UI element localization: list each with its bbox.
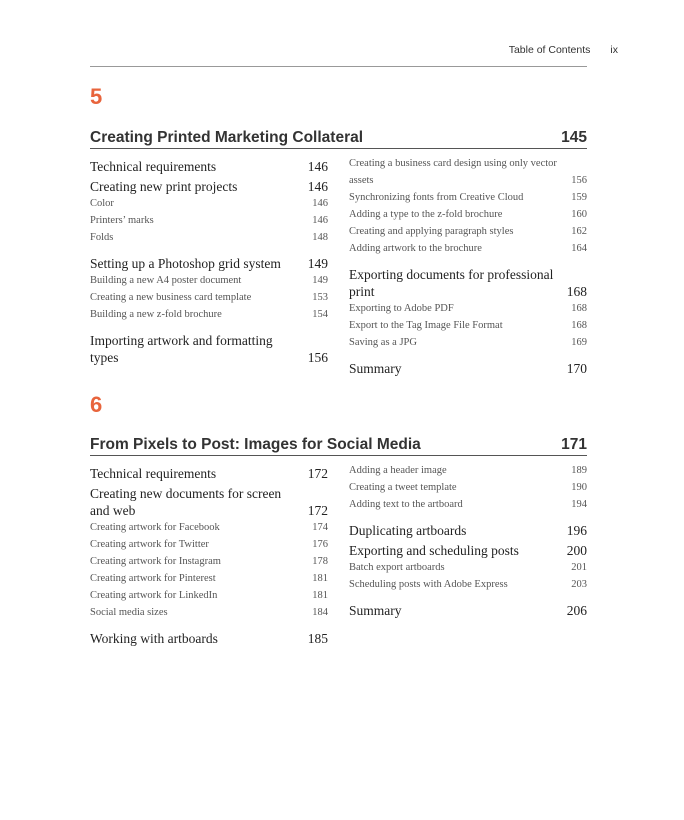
toc-entry-page: 185 (307, 631, 328, 646)
chapter-5-left-column (90, 155, 328, 366)
toc-entry-page: 184 (312, 607, 328, 618)
chapter-6-title-row[interactable] (90, 436, 587, 456)
toc-entry-page: 162 (571, 226, 587, 237)
toc-entry-page: 194 (571, 499, 587, 510)
toc-subsection-entry[interactable] (349, 223, 587, 240)
toc-entry-title: Export to the Tag Image File Format (349, 320, 503, 331)
toc-subsection-entry[interactable] (349, 189, 587, 206)
toc-entry-title: Creating artwork for LinkedIn (90, 590, 218, 601)
chapter-6-title: From Pixels to Post: Images for Social Media (90, 436, 421, 453)
toc-entry-page: 170 (566, 361, 587, 376)
toc-entry-title: Creating and applying paragraph styles (349, 226, 514, 237)
toc-subsection-entry[interactable] (349, 334, 587, 351)
toc-subsection-entry[interactable] (90, 519, 328, 536)
toc-section-entry[interactable] (349, 360, 587, 377)
toc-subsection-entry[interactable] (349, 155, 587, 189)
toc-subsection-entry[interactable] (90, 536, 328, 553)
toc-entry-title: Exporting documents for professional print (349, 267, 554, 299)
running-head-title: Table of Contents (508, 44, 591, 56)
toc-entry-page: 169 (571, 337, 587, 348)
toc-entry-title: Summary (349, 361, 402, 376)
toc-entry-title: Setting up a Photoshop grid system (90, 256, 281, 271)
toc-entry-title: Adding a type to the z-fold brochure (349, 209, 503, 220)
toc-subsection-entry[interactable] (349, 479, 587, 496)
toc-section-entry[interactable] (90, 630, 328, 647)
toc-entry-page: 146 (307, 179, 328, 194)
toc-entry-title: Summary (349, 603, 402, 618)
toc-entry-title: Exporting to Adobe PDF (349, 303, 454, 314)
chapter-6-page: 171 (561, 436, 587, 453)
toc-subsection-entry[interactable] (90, 306, 328, 323)
toc-entry-title: Adding text to the artboard (349, 499, 463, 510)
toc-entry-page: 146 (312, 198, 328, 209)
toc-entry-page: 176 (312, 539, 328, 550)
toc-section-entry[interactable] (90, 485, 328, 519)
toc-entry-title: Adding artwork to the brochure (349, 243, 482, 254)
toc-entry-page: 149 (307, 256, 328, 271)
toc-entry-title: Working with artboards (90, 631, 218, 646)
toc-subsection-entry[interactable] (349, 559, 587, 576)
toc-subsection-entry[interactable] (90, 553, 328, 570)
toc-entry-page: 168 (566, 284, 587, 299)
toc-section-entry[interactable] (349, 542, 587, 559)
toc-entry-page: 164 (571, 243, 587, 254)
chapter-6-left-column (90, 462, 328, 647)
toc-section-gap (349, 593, 587, 599)
chapter-5-title: Creating Printed Marketing Collateral (90, 129, 364, 146)
toc-section-entry[interactable] (349, 602, 587, 619)
toc-entry-title: Batch export artboards (349, 562, 445, 573)
toc-entry-title: Creating new documents for screen and web (90, 486, 282, 518)
toc-entry-title: Creating artwork for Twitter (90, 539, 209, 550)
toc-entry-title: Creating a tweet template (349, 482, 457, 493)
toc-entry-page: 153 (312, 292, 328, 303)
toc-subsection-entry[interactable] (90, 604, 328, 621)
toc-entry-page: 172 (307, 503, 328, 518)
toc-entry-title: Saving as a JPG (349, 337, 417, 348)
toc-entry-page: 168 (571, 320, 587, 331)
toc-subsection-entry[interactable] (349, 462, 587, 479)
toc-entry-page: 203 (571, 579, 587, 590)
toc-section-gap (90, 323, 328, 329)
toc-entry-page: 181 (312, 590, 328, 601)
toc-entry-page: 148 (312, 232, 328, 243)
toc-entry-title: Creating artwork for Pinterest (90, 573, 216, 584)
toc-section-gap (90, 621, 328, 627)
toc-subsection-entry[interactable] (349, 317, 587, 334)
toc-subsection-entry[interactable] (90, 229, 328, 246)
chapter-6-number: 6 (90, 392, 103, 417)
toc-entry-title: Technical requirements (90, 159, 217, 174)
toc-entry-title: Building a new z-fold brochure (90, 309, 222, 320)
toc-entry-page: 174 (312, 522, 328, 533)
toc-entry-page: 181 (312, 573, 328, 584)
toc-entry-page: 156 (307, 350, 328, 365)
toc-entry-title: Creating a business card design using only vector assets (349, 158, 557, 186)
toc-section-gap (349, 513, 587, 519)
toc-entry-page: 178 (312, 556, 328, 567)
toc-entry-page: 172 (307, 466, 328, 481)
toc-entry-title: Importing artwork and formatting types (90, 333, 273, 365)
chapter-5-number: 5 (90, 84, 103, 109)
toc-subsection-entry[interactable] (349, 240, 587, 257)
toc-section-gap (349, 351, 587, 357)
header-rule (90, 66, 587, 67)
toc-entry-title: Printers’ marks (90, 215, 154, 226)
toc-section-entry[interactable] (90, 332, 328, 366)
toc-entry-page: 149 (312, 275, 328, 286)
toc-subsection-entry[interactable] (90, 272, 328, 289)
toc-entry-title: Creating a new business card template (90, 292, 252, 303)
toc-entry-title: Creating artwork for Instagram (90, 556, 221, 567)
toc-entry-page: 189 (571, 465, 587, 476)
toc-entry-page: 190 (571, 482, 587, 493)
running-head-page-number: ix (610, 44, 618, 56)
toc-entry-page: 200 (566, 543, 587, 558)
toc-entry-title: Color (90, 198, 114, 209)
toc-entry-title: Exporting and scheduling posts (349, 543, 519, 558)
toc-section-gap (349, 257, 587, 263)
toc-entry-title: Creating artwork for Facebook (90, 522, 220, 533)
toc-subsection-entry[interactable] (349, 576, 587, 593)
toc-entry-page: 154 (312, 309, 328, 320)
chapter-5-title-row[interactable] (90, 129, 587, 149)
toc-entry-title: Adding a header image (349, 465, 447, 476)
toc-section-entry[interactable] (349, 522, 587, 539)
toc-entry-page: 168 (571, 303, 587, 314)
toc-subsection-entry[interactable] (90, 212, 328, 229)
toc-entry-title: Building a new A4 poster document (90, 275, 242, 286)
toc-entry-page: 159 (571, 192, 587, 203)
toc-entry-title: Duplicating artboards (349, 523, 467, 538)
toc-entry-title: Social media sizes (90, 607, 168, 618)
toc-subsection-entry[interactable] (90, 587, 328, 604)
toc-subsection-entry[interactable] (349, 496, 587, 513)
chapter-5-page: 145 (561, 129, 587, 146)
chapter-6-right-column (349, 462, 587, 619)
toc-section-entry[interactable] (90, 158, 328, 175)
toc-entry-title: Scheduling posts with Adobe Express (349, 579, 508, 590)
toc-section-entry[interactable] (90, 255, 328, 272)
toc-entry-page: 156 (571, 175, 587, 186)
toc-entry-title: Folds (90, 232, 114, 243)
toc-subsection-entry[interactable] (90, 570, 328, 587)
toc-subsection-entry[interactable] (90, 289, 328, 306)
toc-entry-title: Creating new print projects (90, 179, 238, 194)
toc-section-entry[interactable] (90, 178, 328, 195)
toc-subsection-entry[interactable] (90, 195, 328, 212)
toc-section-entry[interactable] (90, 465, 328, 482)
toc-entry-page: 196 (566, 523, 587, 538)
toc-entry-page: 146 (312, 215, 328, 226)
toc-subsection-entry[interactable] (349, 206, 587, 223)
toc-section-entry[interactable] (349, 266, 587, 300)
toc-entry-page: 146 (307, 159, 328, 174)
toc-entry-title: Synchronizing fonts from Creative Cloud (349, 192, 524, 203)
toc-section-gap (90, 246, 328, 252)
toc-entry-title: Technical requirements (90, 466, 217, 481)
toc-entry-page: 201 (571, 562, 587, 573)
toc-entry-page: 206 (566, 603, 587, 618)
toc-subsection-entry[interactable] (349, 300, 587, 317)
toc-entry-page: 160 (571, 209, 587, 220)
chapter-5-right-column (349, 155, 587, 377)
running-head (90, 44, 618, 56)
